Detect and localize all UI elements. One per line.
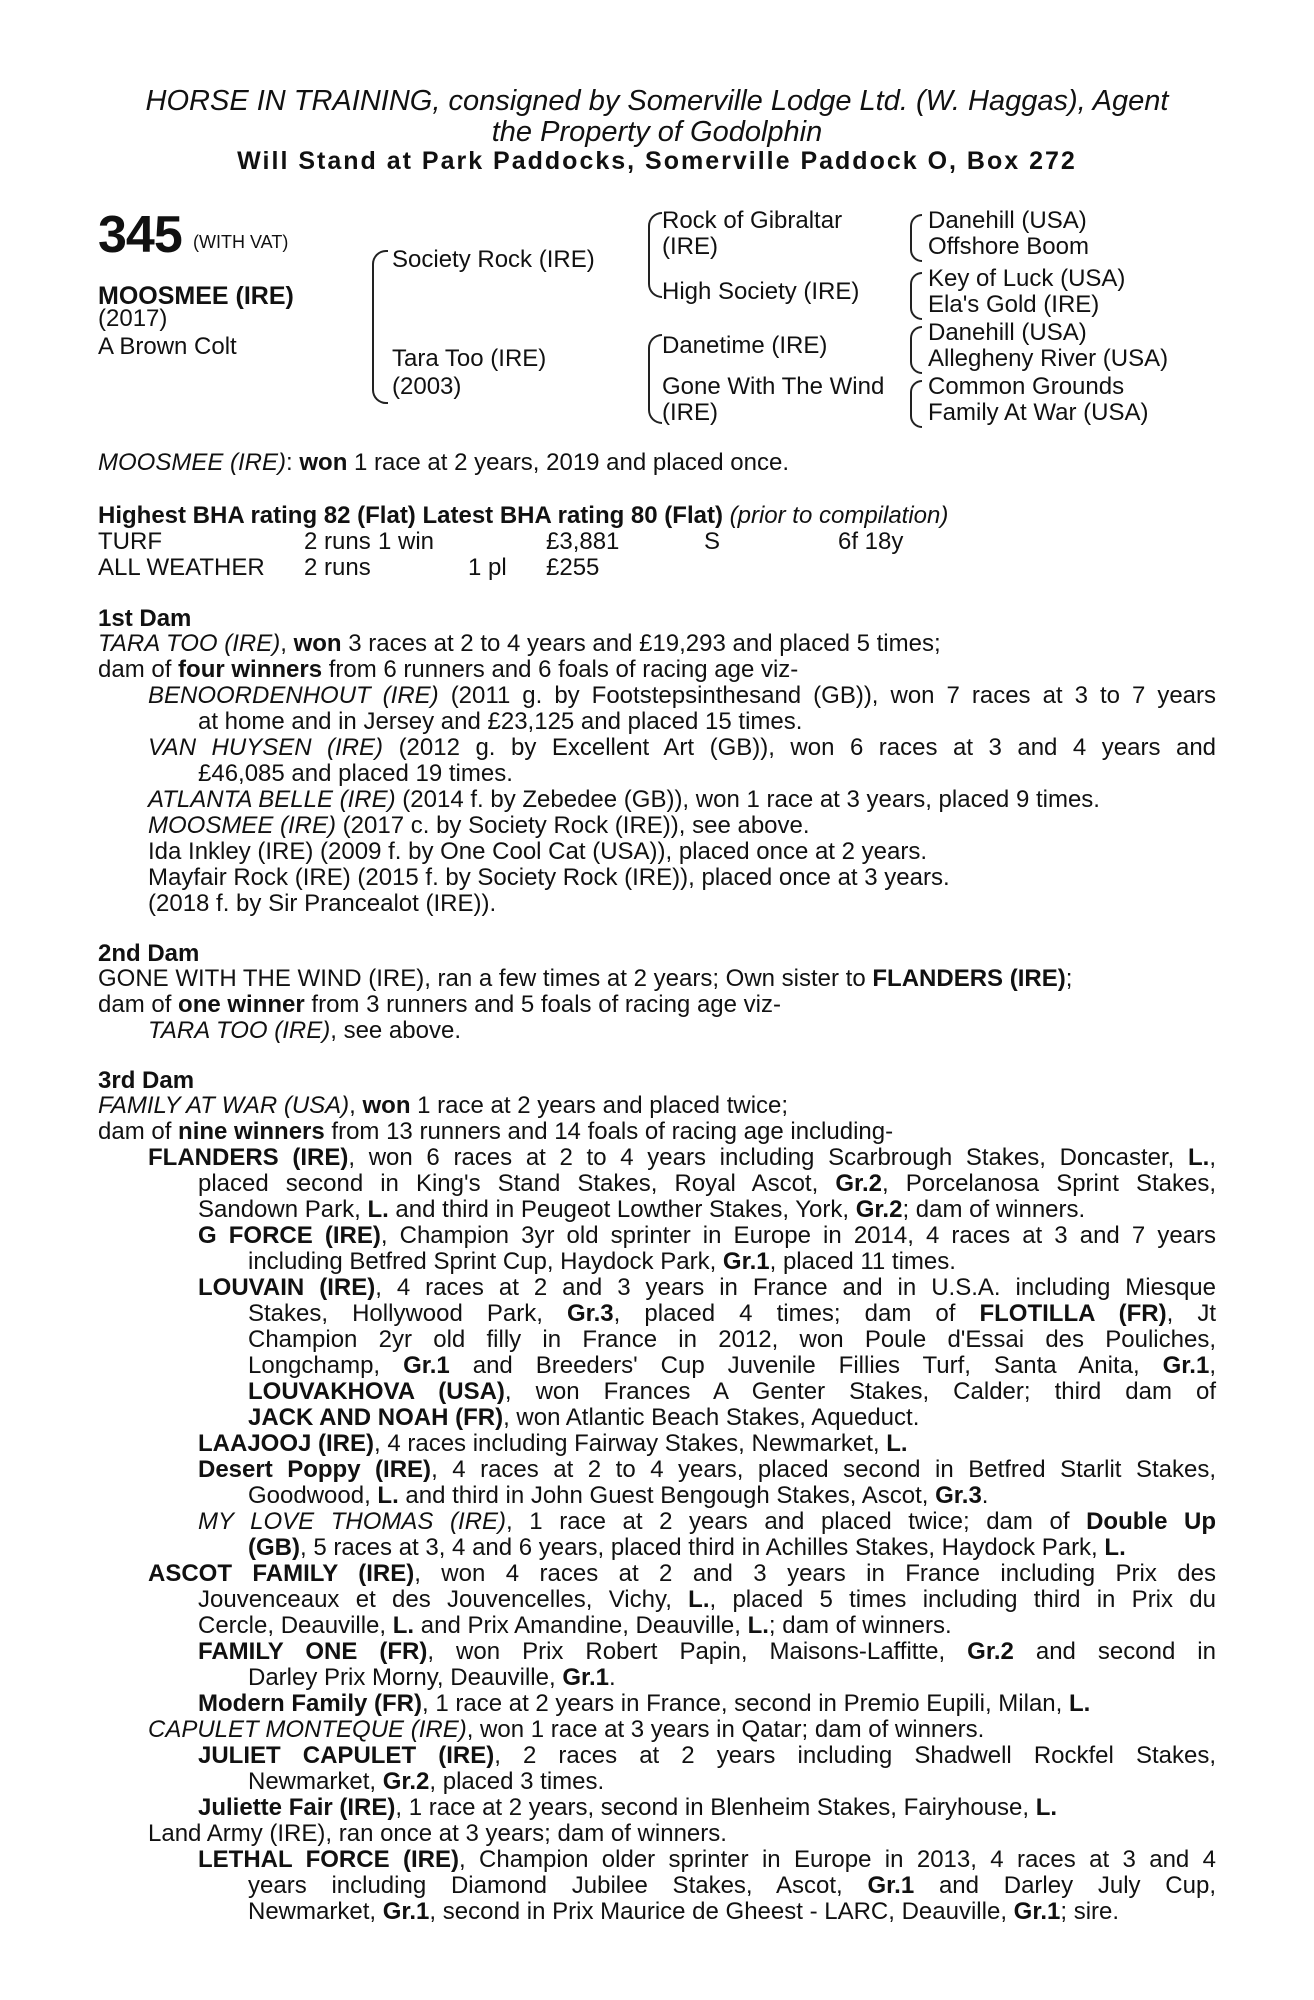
progeny-line: MOOSMEE (IRE) (2017 c. by Society Rock (IRE)), see above. bbox=[148, 812, 810, 839]
first-dam-line: TARA TOO (IRE), won 3 races at 2 to 4 years and £19,293 and placed 5 times; bbox=[98, 630, 941, 657]
ratings-line: Highest BHA rating 82 (Flat) Latest BHA rating 80 (Flat) (prior to compilation) bbox=[98, 502, 949, 529]
progeny-line: LAAJOOJ (IRE), 4 races including Fairway Stakes, Newmarket, L. bbox=[198, 1430, 908, 1457]
pedigree-dam: Tara Too (IRE) bbox=[392, 345, 547, 372]
first-dam-title: 1st Dam bbox=[98, 605, 192, 632]
rating-wins: 1 win bbox=[378, 528, 435, 555]
progeny-line: Jouvenceaux et des Jouvencelles, Vichy, L., placed 5 times including third in Prix du bbox=[198, 1586, 1216, 1613]
progeny-line: £46,085 and placed 19 times. bbox=[198, 760, 513, 787]
horse-description: A Brown Colt bbox=[98, 333, 237, 360]
progeny-line: (2018 f. by Sir Prancealot (IRE)). bbox=[148, 890, 497, 917]
progeny-line: Newmarket, Gr.1, second in Prix Maurice de Gheest - LARC, Deauville, Gr.1; sire. bbox=[248, 1898, 1120, 1925]
progeny-line: FLANDERS (IRE), won 6 races at 2 to 4 years including Scarbrough Stakes, Doncaster, L., bbox=[148, 1144, 1216, 1171]
dam-parents-brace bbox=[648, 334, 662, 424]
header-stand: Will Stand at Park Paddocks, Somerville Paddock O, Box 272 bbox=[237, 147, 1077, 175]
second-dam-title: 2nd Dam bbox=[98, 940, 200, 967]
brace-g3 bbox=[910, 326, 922, 374]
lot-number: 345 bbox=[98, 206, 182, 264]
pedigree-dam-sire: Danetime (IRE) bbox=[662, 332, 828, 359]
progeny-line: Stakes, Hollywood Park, Gr.3, placed 4 times; dam of FLOTILLA (FR), Jt bbox=[248, 1300, 1216, 1327]
progeny-line: VAN HUYSEN (IRE) (2012 g. by Excellent Art (GB)), won 6 races at 3 and 4 years and bbox=[148, 734, 1217, 761]
pedigree-dsd: Allegheny River (USA) bbox=[928, 345, 1169, 372]
third-dam-title: 3rd Dam bbox=[98, 1067, 195, 1094]
progeny-line: at home and in Jersey and £23,125 and placed 15 times. bbox=[198, 708, 803, 735]
progeny-line: including Betfred Sprint Cup, Haydock Park, Gr.1, placed 11 times. bbox=[248, 1248, 956, 1275]
progeny-line: JULIET CAPULET (IRE), 2 races at 2 years including Shadwell Rockfel Stakes, bbox=[198, 1742, 1216, 1769]
brace-g2 bbox=[910, 272, 922, 320]
horse-year: (2017) bbox=[98, 305, 168, 332]
progeny-line: Land Army (IRE), ran once at 3 years; dam of winners. bbox=[148, 1820, 727, 1847]
rating-going: S bbox=[704, 528, 721, 555]
progeny-line: LETHAL FORCE (IRE), Champion older sprinter in Europe in 2013, 4 races at 3 and 4 bbox=[198, 1846, 1216, 1873]
header-line-2: the Property of Godolphin bbox=[491, 116, 823, 148]
progeny-line: Champion 2yr old filly in France in 2012, won Poule d'Essai des Pouliches, bbox=[248, 1326, 1216, 1353]
sire-dam-brace bbox=[372, 250, 388, 404]
progeny-line: G FORCE (IRE), Champion 3yr old sprinter in Europe in 2014, 4 races at 3 and 7 years bbox=[198, 1222, 1217, 1249]
progeny-line: FAMILY ONE (FR), won Prix Robert Papin, Maisons-Laffitte, Gr.2 and second in bbox=[198, 1638, 1216, 1665]
progeny-line: MY LOVE THOMAS (IRE), 1 race at 2 years and placed twice; dam of Double Up bbox=[198, 1508, 1217, 1535]
progeny-line: Desert Poppy (IRE), 4 races at 2 to 4 years, placed second in Betfred Starlit Stakes, bbox=[198, 1456, 1217, 1483]
progeny-line: placed second in King's Stand Stakes, Royal Ascot, Gr.2, Porcelanosa Sprint Stakes, bbox=[198, 1170, 1216, 1197]
rating-money: £255 bbox=[546, 554, 600, 581]
progeny-line: BENOORDENHOUT (IRE) (2011 g. by Footstepsinthesand (GB)), won 7 races at 3 to 7 years bbox=[148, 682, 1217, 709]
rating-surface: ALL WEATHER bbox=[98, 554, 265, 581]
progeny-line: Longchamp, Gr.1 and Breeders' Cup Juvenile Fillies Turf, Santa Anita, Gr.1, bbox=[248, 1352, 1216, 1379]
progeny-line: Sandown Park, L. and third in Peugeot Lowther Stakes, York, Gr.2; dam of winners. bbox=[198, 1196, 1086, 1223]
pedigree-sds: Key of Luck (USA) bbox=[928, 265, 1126, 292]
pedigree-sire-sire: Rock of Gibraltar bbox=[662, 207, 843, 234]
brace-g4 bbox=[910, 380, 922, 428]
pedigree-dss: Danehill (USA) bbox=[928, 319, 1087, 346]
progeny-line: Modern Family (FR), 1 race at 2 years in France, second in Premio Eupili, Milan, L. bbox=[198, 1690, 1091, 1717]
progeny-line: Goodwood, L. and third in John Guest Bengough Stakes, Ascot, Gr.3. bbox=[248, 1482, 989, 1509]
race-summary: MOOSMEE (IRE): won 1 race at 2 years, 2019 and placed once. bbox=[98, 449, 789, 476]
pedigree-dam-dam: Gone With The Wind bbox=[662, 373, 885, 400]
rating-placed: 1 pl bbox=[468, 554, 507, 581]
pedigree-ssd: Offshore Boom bbox=[928, 233, 1089, 260]
pedigree-dam-year: (2003) bbox=[392, 373, 462, 400]
progeny-line: CAPULET MONTEQUE (IRE), won 1 race at 3 years in Qatar; dam of winners. bbox=[148, 1716, 985, 1743]
progeny-line: LOUVAKHOVA (USA), won Frances A Genter Stakes, Calder; third dam of bbox=[248, 1378, 1216, 1405]
third-dam-produce: dam of nine winners from 13 runners and 14 foals of racing age including- bbox=[98, 1118, 894, 1145]
progeny-line: LOUVAIN (IRE), 4 races at 2 and 3 years in France and in U.S.A. including Miesque bbox=[198, 1274, 1216, 1301]
rating-money: £3,881 bbox=[546, 528, 620, 555]
pedigree-dam-dam-2: (IRE) bbox=[662, 399, 718, 426]
progeny-line: years including Diamond Jubilee Stakes, Ascot, Gr.1 and Darley July Cup, bbox=[248, 1872, 1216, 1899]
progeny-line: Darley Prix Morny, Deauville, Gr.1. bbox=[248, 1664, 616, 1691]
pedigree-ddd: Family At War (USA) bbox=[928, 399, 1149, 426]
rating-runs: 2 runs bbox=[304, 554, 371, 581]
progeny-line: Mayfair Rock (IRE) (2015 f. by Society Rock (IRE)), placed once at 3 years. bbox=[148, 864, 950, 891]
rating-surface: TURF bbox=[98, 528, 162, 555]
progeny-line: Juliette Fair (IRE), 1 race at 2 years, second in Blenheim Stakes, Fairyhouse, L. bbox=[198, 1794, 1058, 1821]
rating-runs: 2 runs bbox=[304, 528, 371, 555]
pedigree-sire: Society Rock (IRE) bbox=[392, 246, 595, 273]
pedigree-sss: Danehill (USA) bbox=[928, 207, 1087, 234]
pedigree-dds: Common Grounds bbox=[928, 373, 1125, 400]
vat-note: (WITH VAT) bbox=[193, 232, 289, 252]
first-dam-produce: dam of four winners from 6 runners and 6 foals of racing age viz- bbox=[98, 656, 799, 683]
pedigree-sire-sire-2: (IRE) bbox=[662, 233, 718, 260]
rating-distance: 6f 18y bbox=[838, 528, 904, 555]
sire-parents-brace bbox=[648, 212, 662, 298]
second-dam-produce: dam of one winner from 3 runners and 5 foals of racing age viz- bbox=[98, 991, 781, 1018]
progeny-line: Ida Inkley (IRE) (2009 f. by One Cool Cat (USA)), placed once at 2 years. bbox=[148, 838, 928, 865]
brace-g1 bbox=[910, 214, 922, 262]
third-dam-line: FAMILY AT WAR (USA), won 1 race at 2 years and placed twice; bbox=[98, 1092, 789, 1119]
pedigree-sdd: Ela's Gold (IRE) bbox=[928, 291, 1100, 318]
progeny-line: JACK AND NOAH (FR), won Atlantic Beach Stakes, Aqueduct. bbox=[248, 1404, 920, 1431]
progeny-line: (GB), 5 races at 3, 4 and 6 years, placed third in Achilles Stakes, Haydock Park, L. bbox=[248, 1534, 1126, 1561]
progeny-line: TARA TOO (IRE), see above. bbox=[148, 1017, 461, 1044]
horse-name: MOOSMEE (IRE) bbox=[98, 282, 294, 310]
progeny-line: Newmarket, Gr.2, placed 3 times. bbox=[248, 1768, 605, 1795]
progeny-line: ASCOT FAMILY (IRE), won 4 races at 2 and 3 years in France including Prix des bbox=[148, 1560, 1216, 1587]
header-line-1: HORSE IN TRAINING, consigned by Somerville Lodge Ltd. (W. Haggas), Agent bbox=[145, 85, 1169, 117]
progeny-line: ATLANTA BELLE (IRE) (2014 f. by Zebedee (GB)), won 1 race at 3 years, placed 9 times. bbox=[148, 786, 1100, 813]
second-dam-line: GONE WITH THE WIND (IRE), ran a few times at 2 years; Own sister to FLANDERS (IRE); bbox=[98, 965, 1073, 992]
pedigree-sire-dam: High Society (IRE) bbox=[662, 278, 860, 305]
progeny-line: Cercle, Deauville, L. and Prix Amandine, Deauville, L.; dam of winners. bbox=[198, 1612, 952, 1639]
